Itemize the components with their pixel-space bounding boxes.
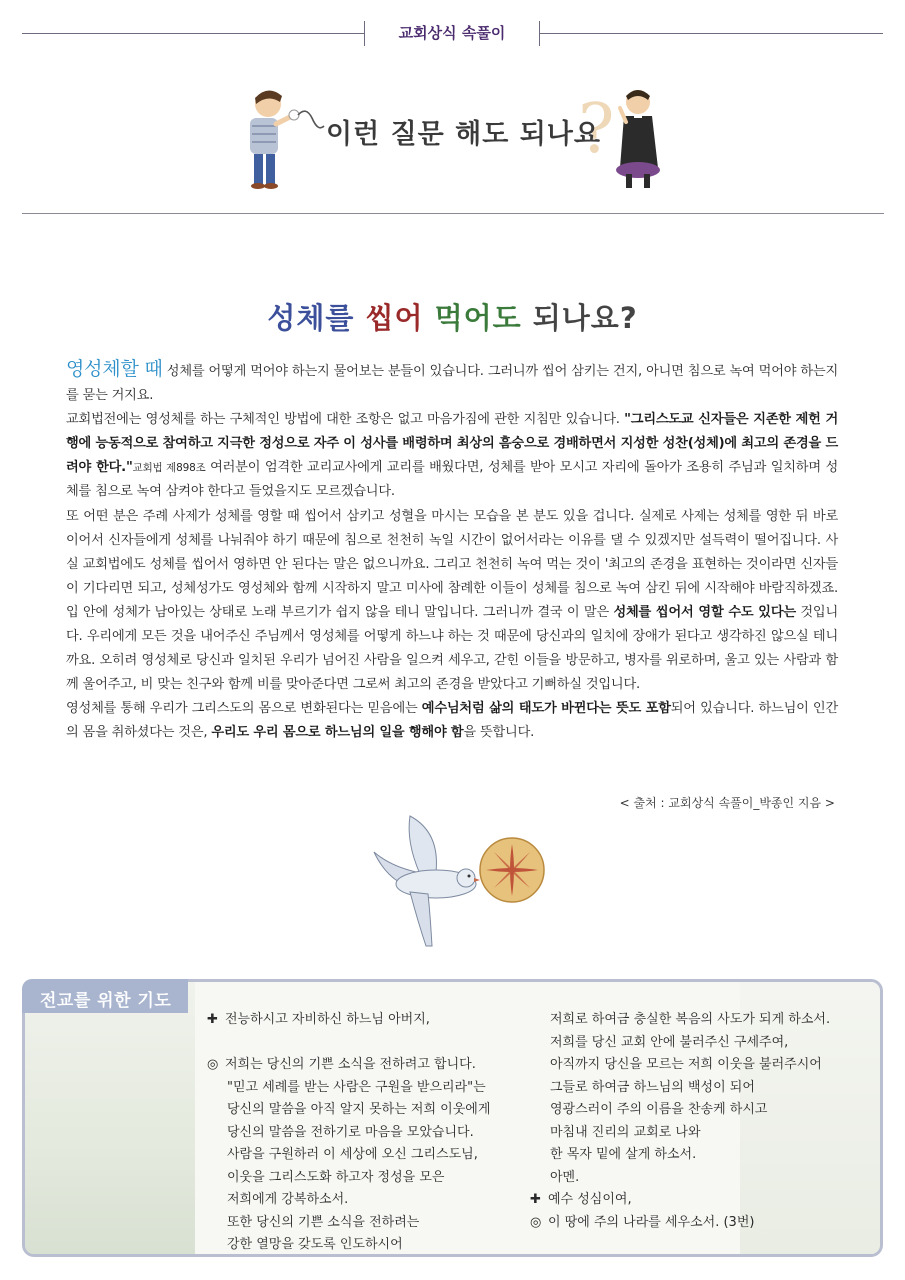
paragraph-2-text-a: 교회법전에는 영성체를 하는 구체적인 방법에 대한 조항은 없고 마음가짐에 관한 지침만 있습니다. [66,412,625,428]
cross-icon: ✚ [207,1012,218,1027]
paragraph-4-text-a: 영성체를 통해 우리가 그리스도의 몸으로 변화된다는 믿음에는 [66,701,422,717]
banner-title: 이런 질문 해도 되나요 [326,119,601,150]
prayer-line [207,1189,527,1212]
prayer-line-text: 예수 성심이여, [548,1192,632,1207]
source-citation: < 출처 : 교회상식 속풀이_박종인 지음 > [619,796,835,810]
prayer-line [530,1032,860,1055]
paragraph-4-text-b: 되어 있습니다. 하느님이 인간의 몸을 취하셨다는 것은, [66,701,838,741]
prayer-line-text: 이웃을 그리스도화 하고자 정성을 모은 [227,1169,445,1185]
prayer-line [207,1122,527,1145]
circle-mark-icon: ◎ [207,1057,219,1072]
prayer-line-text: 아직까지 당신을 모르는 저희 이웃을 불러주시어 [550,1057,822,1072]
prayer-line-text: 저희를 당신 교회 안에 불러주신 구세주여, [550,1034,789,1050]
prayer-line-text: 당신의 말씀을 아직 알지 못하는 저희 이웃에게 [227,1102,491,1117]
paragraph-3 [66,505,838,698]
prayer-line-text: 영광스러이 주의 이름을 찬송케 하시고 [550,1102,768,1117]
prayer-line [530,1099,860,1122]
prayer-line [530,1189,860,1212]
paragraph-2 [66,408,838,504]
prayer-line-text: 사람을 구원하러 이 세상에 오신 그리스도님, [227,1147,478,1162]
prayer-line [530,1144,860,1167]
canon-reference: 교회법 제898조 [132,462,206,475]
prayer-line [207,1212,527,1235]
prayer-column-left [207,1009,527,1257]
prayer-line [207,1144,527,1167]
prayer-line-text: 또한 당신의 기쁜 소식을 전하려는 [227,1214,420,1230]
question-mark-icon: ? [578,90,615,169]
prayer-line [530,1009,860,1032]
lead-phrase: 영성체할 때 [66,358,163,380]
prayer-line-text: 강한 열망을 갖도록 인도하시어 [227,1237,403,1252]
prayer-line-text: 한 목자 밑에 살게 하소서. [550,1147,697,1162]
prayer-line [207,1009,527,1032]
paragraph-3-emphasis: 성체를 씹어서 영할 수도 있다는 [613,604,796,620]
paragraph-4-emphasis-a: 예수님처럼 삶의 태도가 바뀐다는 뜻도 포함 [421,701,671,717]
canon-quote: "그리스도교 신자들은 지존한 제헌 거행에 능동적으로 참여하고 지극한 정성으로 자주 이 성사를 배령하며 최상의 흠숭으로 경배하면서 지성한 성찬(성체)에 최고의 존경을 드려야 한다." [66,412,838,476]
prayer-line [207,1032,527,1055]
paragraph-4-emphasis-b: 우리도 우리 몸으로 하느님의 일을 행해야 함 [211,725,464,741]
prayer-line [207,1077,527,1100]
prayer-line-text [207,1035,211,1050]
prayer-line-text: 저희에게 강복하소서. [227,1192,349,1207]
heading-part-3: 먹어도 [434,301,522,335]
dove-with-host-illustration [370,812,550,952]
article-heading [0,296,905,337]
prayer-title: 전교를 위한 기도 [22,979,188,1013]
prayer-line [530,1122,860,1145]
paragraph-4 [66,697,838,745]
paragraph-1-text: 성체를 어떻게 먹어야 하는지 물어보는 분들이 있습니다. 그러니까 씹어 삼키는 건지, 아니면 침으로 녹여 먹어야 하는지를 묻는 거지요. [66,364,838,404]
priest-illustration [616,90,660,188]
paragraph-3-text-a: 또 어떤 분은 주례 사제가 성체를 영할 때 씹어서 삼키고 성혈을 마시는 모습을 본 분도 있을 겁니다. 실제로 사제는 성체를 영한 뒤 바로 이어서 신자들에게 성체를 나눠줘야 하기 때문에 침으로 천천히 녹일 시간이 없어서라는 이유를 댈 수 있겠지만 설득력이 떨어집니다. 사실 교회법에도 성체를 씹어서 영하면 안 된다는 말은 없으니까요. 그리고 천천히 녹여 먹는 것이 '최고의 존경을 표현하는 것이라면 신자들이 기다리면 되고, 성체성가도 영성체와 함께 시작하지 말고 미사에 참례한 이들이 성체를 침으로 녹여 삼킨 뒤에 시작해야 바람직하겠죠. 입 안에 성체가 남아있는 상태로 노래 부르기가 쉽지 않을 테니 말입니다. 그러니까 결국 이 말은 [66,508,838,620]
prayer-line-text: 당신의 말씀을 전하기로 마음을 모았습니다. [227,1124,474,1140]
prayer-line-text: 저희로 하여금 충실한 복음의 사도가 되게 하소서. [550,1012,831,1027]
prayer-line [530,1167,860,1190]
heading-part-1: 성체를 [267,301,355,335]
prayer-line-text: 아멘. [550,1169,580,1185]
prayer-line [530,1054,860,1077]
article-body [66,357,838,746]
header-separator [22,213,884,214]
prayer-line-text: "믿고 세례를 받는 사람은 구원을 받으리라"는 [227,1079,486,1095]
prayer-line [207,1234,527,1257]
prayer-line-text: 이 땅에 주의 나라를 세우소서. (3번) [548,1214,755,1230]
prayer-line [207,1167,527,1190]
prayer-column-right [530,1009,860,1234]
paragraph-3-text-b: 것입니다. 우리에게 모든 것을 내어주신 주님께서 영성체를 어떻게 하느냐 하는 것 때문에 당신과의 일치에 장애가 된다고 생각하진 않으실 테니까요. 오히려 영성체로 당신과 일치된 우리가 넘어진 사람을 일으켜 세우고, 갇힌 이들을 방문하고, 병자를 위로하며, 울고 있는 사람과 함께 울어주고, 비 맞는 친구와 함께 비를 맞아준다면 그로써 최고의 존경을 받았다고 기뻐하실 것입니다. [66,604,839,693]
prayer-line [207,1099,527,1122]
paragraph-4-text-c: 을 뜻합니다. [463,725,535,741]
heading-part-2: 씹어 [365,301,424,335]
prayer-line [207,1054,527,1077]
heading-part-4: 되나요? [532,301,638,335]
header-rule-left [22,33,364,34]
prayer-line-text: 마침내 진리의 교회로 나와 [550,1124,701,1140]
boy-illustration [250,90,299,189]
prayer-line [530,1212,860,1235]
prayer-line [530,1077,860,1100]
section-title: 교회상식 속풀이 [398,24,506,42]
prayer-line-text: 저희는 당신의 기쁜 소식을 전하려고 합니다. [225,1057,476,1072]
prayer-background-left [25,982,195,1257]
circle-mark-icon: ◎ [530,1214,542,1230]
cross-icon: ✚ [530,1192,541,1207]
header-rule-right [540,33,883,34]
paragraph-2-text-b: 여러분이 엄격한 교리교사에게 교리를 배웠다면, 성체를 받아 모시고 자리에 돌아가 조용히 주님과 일치하며 성체를 침으로 녹여 삼켜야 한다고 들었을지도 모르겠습니다. [66,460,838,500]
paragraph-1 [66,357,838,408]
prayer-line-text: 그들로 하여금 하느님의 백성이 되어 [550,1079,755,1095]
prayer-line-text: 전능하시고 자비하신 하느님 아버지, [225,1012,430,1027]
